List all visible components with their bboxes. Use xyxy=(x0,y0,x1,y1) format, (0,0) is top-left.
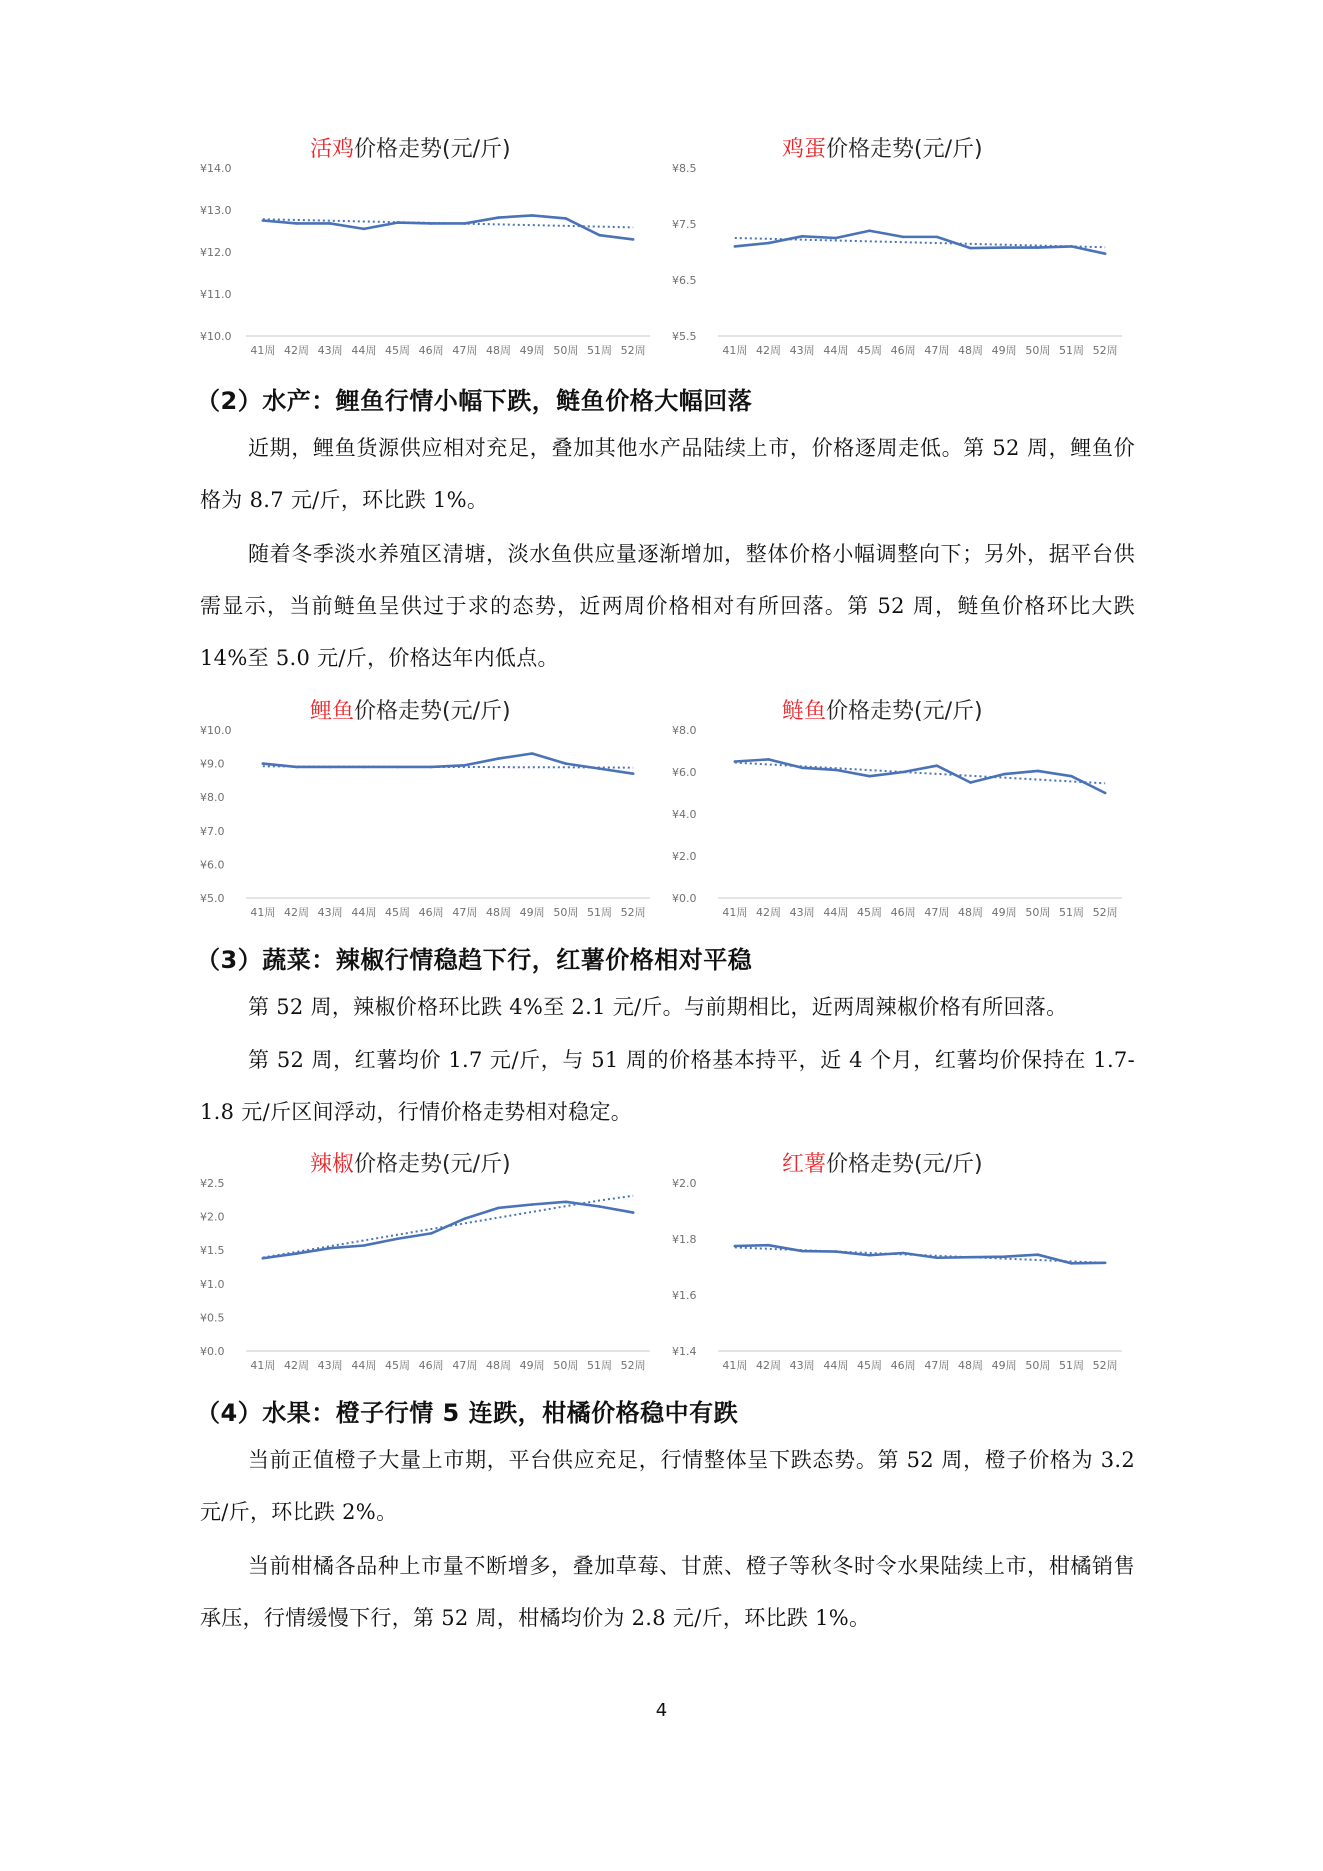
data-point xyxy=(531,1203,534,1206)
chart-title-highlight: 鲢鱼 xyxy=(782,699,827,724)
x-tick-label: 42周 xyxy=(284,344,309,357)
data-point xyxy=(1104,792,1107,795)
data-point xyxy=(329,222,332,225)
data-point xyxy=(262,219,265,222)
data-point xyxy=(329,1247,332,1250)
chart-title xyxy=(782,137,983,162)
x-tick-label: 43周 xyxy=(789,906,815,919)
data-point xyxy=(936,236,939,239)
data-point xyxy=(430,1232,433,1235)
data-point xyxy=(1070,775,1073,778)
data-point xyxy=(565,1201,568,1204)
x-tick-label: 44周 xyxy=(823,906,849,919)
chart-title-rest: 价格走势(元/斤) xyxy=(354,1152,511,1177)
x-tick-label: 49周 xyxy=(991,906,1017,919)
x-tick-label: 45周 xyxy=(385,344,410,357)
x-tick-label: 43周 xyxy=(317,1359,343,1372)
data-point xyxy=(868,775,871,778)
chart-eggs xyxy=(672,130,1142,360)
y-tick-label: ¥1.0 xyxy=(200,1277,225,1291)
x-tick-label: 45周 xyxy=(857,906,882,919)
data-point xyxy=(868,229,871,232)
data-point xyxy=(531,214,534,217)
x-tick-label: 41周 xyxy=(722,1359,748,1372)
data-point xyxy=(295,1252,298,1255)
chart-title-highlight: 活鸡 xyxy=(310,137,355,162)
chart-sweet-potato xyxy=(672,1145,1142,1375)
x-tick-label: 47周 xyxy=(924,906,950,919)
data-point xyxy=(1003,246,1006,249)
chart-silver-carp xyxy=(672,692,1142,922)
data-point xyxy=(936,764,939,767)
para-aquatic-1: 近期，鲤鱼货源供应相对充足，叠加其他水产品陆续上市，价格逐周走低。第 52 周，鲤鱼价格为 8.7 元/斤，环比跌 1%。 xyxy=(200,436,1135,512)
x-tick-label: 44周 xyxy=(351,344,377,357)
x-tick-label: 47周 xyxy=(452,906,478,919)
x-tick-label: 46周 xyxy=(890,344,916,357)
data-point xyxy=(295,222,298,225)
chart-title xyxy=(310,1152,511,1177)
y-tick-label: ¥5.0 xyxy=(200,892,225,905)
data-point xyxy=(969,781,972,784)
data-point xyxy=(868,1254,871,1257)
data-point xyxy=(430,222,433,225)
data-point xyxy=(329,766,332,769)
data-point xyxy=(1104,1262,1107,1265)
data-point xyxy=(464,1217,467,1220)
y-tick-label: ¥8.5 xyxy=(672,162,697,175)
y-tick-label: ¥8.0 xyxy=(672,724,697,737)
x-tick-label: 49周 xyxy=(991,344,1017,357)
x-tick-label: 48周 xyxy=(486,906,511,919)
y-tick-label: ¥4.0 xyxy=(672,808,697,821)
data-point xyxy=(1003,773,1006,776)
chart-title-highlight: 鲤鱼 xyxy=(310,699,355,724)
chart-live-chicken xyxy=(200,130,670,360)
x-tick-label: 51周 xyxy=(587,344,612,357)
x-tick-label: 47周 xyxy=(924,1359,950,1372)
data-point xyxy=(801,1250,804,1253)
y-tick-label: ¥0.5 xyxy=(200,1311,225,1325)
para-vegetable-1: 第 52 周，辣椒价格环比跌 4%至 2.1 元/斤。与前期相比，近两周辣椒价格有所回落。 xyxy=(248,995,1068,1019)
y-tick-label: ¥5.5 xyxy=(672,330,697,343)
x-tick-label: 46周 xyxy=(418,906,444,919)
y-tick-label: ¥10.0 xyxy=(200,724,232,737)
chart-title-rest: 价格走势(元/斤) xyxy=(826,137,983,162)
data-point xyxy=(396,766,399,769)
x-tick-label: 51周 xyxy=(1059,1359,1084,1372)
data-point xyxy=(632,1211,635,1214)
x-tick-label: 50周 xyxy=(1025,344,1051,357)
x-tick-label: 45周 xyxy=(857,344,882,357)
data-point xyxy=(531,752,534,755)
data-point xyxy=(734,1245,737,1248)
x-tick-label: 45周 xyxy=(857,1359,882,1372)
x-tick-label: 50周 xyxy=(553,344,579,357)
data-point xyxy=(767,1244,770,1247)
chart-svg xyxy=(672,692,1142,922)
para-vegetable-2: 第 52 周，红薯均价 1.7 元/斤，与 51 周的价格基本持平，近 4 个月，红薯均价保持在 1.7-1.8 元/斤区间浮动，行情价格走势相对稳定。 xyxy=(200,1048,1135,1124)
y-tick-label: ¥11.0 xyxy=(200,288,232,301)
y-tick-label: ¥10.0 xyxy=(200,330,232,343)
chart-title xyxy=(310,137,511,162)
x-tick-label: 43周 xyxy=(317,344,343,357)
para-aquatic-2: 随着冬季淡水养殖区清塘，淡水鱼供应量逐渐增加，整体价格小幅调整向下；另外，据平台供需显示，当前鲢鱼呈供过于求的态势，近两周价格相对有所回落。第 52 周，鲢鱼价格环比大跌 14%至 5.0 元/斤，价格达年内低点。 xyxy=(200,542,1135,670)
x-tick-label: 42周 xyxy=(756,906,781,919)
x-tick-label: 52周 xyxy=(1092,906,1118,919)
y-tick-label: ¥0.0 xyxy=(200,1345,225,1358)
y-tick-label: ¥6.0 xyxy=(200,858,225,872)
x-tick-label: 49周 xyxy=(991,1359,1017,1372)
x-tick-label: 43周 xyxy=(789,1359,815,1372)
data-point xyxy=(497,757,500,760)
data-point xyxy=(969,247,972,250)
data-point xyxy=(464,222,467,225)
data-point xyxy=(396,221,399,224)
x-tick-label: 52周 xyxy=(620,1359,646,1372)
x-tick-label: 49周 xyxy=(519,1359,545,1372)
x-tick-label: 48周 xyxy=(486,1359,511,1372)
data-point xyxy=(835,1250,838,1253)
y-tick-label: ¥2.0 xyxy=(672,1177,697,1190)
x-tick-label: 48周 xyxy=(486,344,511,357)
x-tick-label: 46周 xyxy=(890,906,916,919)
y-tick-label: ¥2.5 xyxy=(200,1177,225,1190)
x-tick-label: 50周 xyxy=(553,1359,579,1372)
heading-fruit: （4）水果：橙子行情 5 连跌，柑橘价格稳中有跌 xyxy=(196,1399,739,1427)
series-line xyxy=(263,754,633,774)
data-point xyxy=(363,1244,366,1247)
y-tick-label: ¥7.0 xyxy=(200,824,225,838)
x-tick-label: 42周 xyxy=(284,906,309,919)
data-point xyxy=(598,767,601,770)
x-tick-label: 47周 xyxy=(452,1359,478,1372)
data-point xyxy=(902,771,905,774)
chart-title-highlight: 辣椒 xyxy=(310,1152,355,1177)
y-tick-label: ¥7.5 xyxy=(672,218,697,231)
x-tick-label: 42周 xyxy=(756,344,781,357)
chart-svg xyxy=(672,130,1142,360)
chart-title xyxy=(310,699,511,724)
data-point xyxy=(598,234,601,237)
chart-title-rest: 价格走势(元/斤) xyxy=(354,699,511,724)
x-tick-label: 52周 xyxy=(1092,1359,1118,1372)
data-point xyxy=(1104,252,1107,255)
chart-title-highlight: 红薯 xyxy=(782,1152,827,1177)
series-line xyxy=(263,215,633,239)
x-tick-label: 43周 xyxy=(317,906,343,919)
x-tick-label: 43周 xyxy=(789,344,815,357)
data-point xyxy=(363,766,366,769)
y-tick-label: ¥0.0 xyxy=(672,892,697,905)
data-point xyxy=(262,762,265,765)
x-tick-label: 50周 xyxy=(1025,1359,1051,1372)
data-point xyxy=(430,766,433,769)
para-fruit-2: 当前柑橘各品种上市量不断增多，叠加草莓、甘蔗、橙子等秋冬时令水果陆续上市，柑橘销售承压，行情缓慢下行，第 52 周，柑橘均价为 2.8 元/斤，环比跌 1%。 xyxy=(200,1554,1135,1630)
x-tick-label: 42周 xyxy=(284,1359,309,1372)
data-point xyxy=(497,1207,500,1210)
x-tick-label: 44周 xyxy=(351,906,377,919)
x-tick-label: 41周 xyxy=(722,906,748,919)
y-tick-label: ¥1.8 xyxy=(672,1233,697,1246)
x-tick-label: 46周 xyxy=(418,344,444,357)
x-tick-label: 51周 xyxy=(587,906,612,919)
x-tick-label: 51周 xyxy=(587,1359,612,1372)
x-tick-label: 48周 xyxy=(958,1359,983,1372)
y-tick-label: ¥12.0 xyxy=(200,246,232,259)
x-tick-label: 49周 xyxy=(519,344,545,357)
chart-svg xyxy=(200,130,670,360)
x-tick-label: 41周 xyxy=(250,906,276,919)
x-tick-label: 49周 xyxy=(519,906,545,919)
chart-title-rest: 价格走势(元/斤) xyxy=(354,137,511,162)
x-tick-label: 50周 xyxy=(553,906,579,919)
page-number: 4 xyxy=(655,1700,668,1721)
y-tick-label: ¥13.0 xyxy=(200,204,232,217)
x-tick-label: 51周 xyxy=(1059,344,1084,357)
data-point xyxy=(835,769,838,772)
chart-title xyxy=(782,1152,983,1177)
data-point xyxy=(1070,1262,1073,1265)
y-tick-label: ¥1.4 xyxy=(672,1345,697,1358)
data-point xyxy=(396,1237,399,1240)
data-point xyxy=(1070,245,1073,248)
data-point xyxy=(632,772,635,775)
x-tick-label: 52周 xyxy=(620,344,646,357)
x-tick-label: 45周 xyxy=(385,1359,410,1372)
x-tick-label: 47周 xyxy=(924,344,950,357)
data-point xyxy=(767,758,770,761)
series-line xyxy=(263,1202,633,1258)
data-point xyxy=(262,1257,265,1260)
data-point xyxy=(734,760,737,763)
x-tick-label: 42周 xyxy=(756,1359,781,1372)
data-point xyxy=(632,238,635,241)
y-tick-label: ¥1.6 xyxy=(672,1289,697,1302)
data-point xyxy=(801,235,804,238)
x-tick-label: 41周 xyxy=(250,344,276,357)
data-point xyxy=(497,216,500,219)
y-tick-label: ¥6.5 xyxy=(672,274,697,287)
y-tick-label: ¥9.0 xyxy=(200,757,225,771)
data-point xyxy=(835,237,838,240)
data-point xyxy=(363,228,366,231)
x-tick-label: 52周 xyxy=(1092,344,1118,357)
data-point xyxy=(464,764,467,767)
y-tick-label: ¥2.0 xyxy=(200,1210,225,1224)
data-point xyxy=(1037,770,1040,773)
x-tick-label: 51周 xyxy=(1059,906,1084,919)
y-tick-label: ¥6.0 xyxy=(672,766,697,779)
x-tick-label: 47周 xyxy=(452,344,478,357)
chart-svg xyxy=(200,1145,670,1375)
data-point xyxy=(1037,1253,1040,1256)
y-tick-label: ¥1.5 xyxy=(200,1244,225,1258)
data-point xyxy=(598,1205,601,1208)
x-tick-label: 44周 xyxy=(823,1359,849,1372)
data-point xyxy=(1003,1255,1006,1258)
data-point xyxy=(295,766,298,769)
chart-title-rest: 价格走势(元/斤) xyxy=(826,1152,983,1177)
data-point xyxy=(969,1256,972,1259)
data-point xyxy=(565,762,568,765)
x-tick-label: 48周 xyxy=(958,906,983,919)
x-tick-label: 48周 xyxy=(958,344,983,357)
chart-title-highlight: 鸡蛋 xyxy=(782,137,827,162)
y-tick-label: ¥14.0 xyxy=(200,162,232,175)
data-point xyxy=(902,236,905,239)
data-point xyxy=(565,217,568,220)
series-line xyxy=(735,759,1105,793)
y-tick-label: ¥2.0 xyxy=(672,850,697,863)
chart-title-rest: 价格走势(元/斤) xyxy=(826,699,983,724)
chart-svg xyxy=(200,692,670,922)
heading-aquatic: （2）水产：鲤鱼行情小幅下跌，鲢鱼价格大幅回落 xyxy=(196,387,753,415)
x-tick-label: 46周 xyxy=(418,1359,444,1372)
x-tick-label: 44周 xyxy=(823,344,849,357)
data-point xyxy=(801,767,804,770)
data-point xyxy=(936,1256,939,1259)
x-tick-label: 41周 xyxy=(722,344,748,357)
heading-vegetable: （3）蔬菜：辣椒行情稳趋下行，红薯价格相对平稳 xyxy=(196,946,753,974)
chart-svg xyxy=(672,1145,1142,1375)
data-point xyxy=(902,1252,905,1255)
x-tick-label: 46周 xyxy=(890,1359,916,1372)
x-tick-label: 41周 xyxy=(250,1359,276,1372)
chart-title xyxy=(782,699,983,724)
x-tick-label: 52周 xyxy=(620,906,646,919)
data-point xyxy=(767,242,770,245)
data-point xyxy=(1037,246,1040,249)
para-fruit-1: 当前正值橙子大量上市期，平台供应充足，行情整体呈下跌态势。第 52 周，橙子价格为 3.2 元/斤，环比跌 2%。 xyxy=(200,1448,1136,1524)
chart-chili xyxy=(200,1145,670,1375)
x-tick-label: 44周 xyxy=(351,1359,377,1372)
data-point xyxy=(734,245,737,248)
x-tick-label: 45周 xyxy=(385,906,410,919)
x-tick-label: 50周 xyxy=(1025,906,1051,919)
chart-carp xyxy=(200,692,670,922)
y-tick-label: ¥8.0 xyxy=(200,791,225,805)
